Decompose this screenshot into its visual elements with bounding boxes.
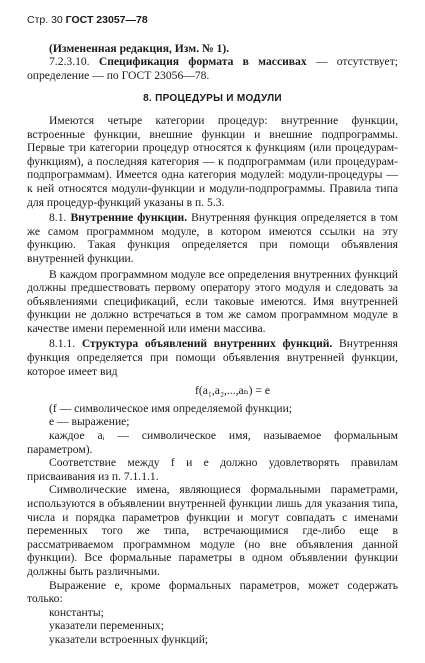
paragraph-order: В каждом программном модуле все определения внутренних функций должны предшествовать первому оператору этого модуля и следовать за объявлениями спецификаций, если таковые имеются. Имя внутренней функции не должно встречаться в том же самом программном модуле в качестве имени переменной или имени массива. [27,267,398,335]
page-label: Стр. 30 [27,14,63,26]
list-item: константы; [49,605,104,619]
definition-line: e — выражение; [49,415,130,429]
clause-number: 8.1.1. [49,337,76,351]
clause-text: Внутренняя функция определяется при помощи объявления внутренней функции, которое имеет вид [27,337,398,378]
allowed-items-list [27,606,398,647]
list-item: указатели встроенных функций; [49,632,209,646]
list-item: указатели переменных; [49,619,164,633]
clause-text: — отсутствует; определение — по ГОСТ 23056—78. [27,55,398,82]
paragraph-correspondence: Соответствие между f и e должно удовлетворять правилам присваивания из п. 7.1.1.1. [27,456,398,483]
section-8-heading: 8. ПРОЦЕДУРЫ И МОДУЛИ [143,93,282,105]
clause-text: Внутренняя функция определяется в том же самом программном модуле, в котором имеются ссылки на эту функцию. Такая функция определяется при помощи объявления внутренней функции. [27,211,398,265]
clause-8-1-1 [27,337,398,378]
clause-title: Спецификация формата в массивах [98,55,307,69]
clause-8-1 [27,211,398,265]
standard-number: ГОСТ 23057—78 [65,14,148,26]
paragraph-intro: Имеются четыре категории процедур: внутренние функции, встроенные функции, внешние функции и внешние подпрограммы. Первые три категории процедур относятся к функциям (или процедурам-функциям), а последняя категория — к подпрограммам (или процедурам-подпрограммам). Имеется одна категория модулей: модули-процедуры — к ней относятся модули-функции и модули-подпрограммы. Правила типа для процедур-функций указаны в п. 5.3. [27,113,398,209]
clause-title: Структура объявлений внутренних функций. [81,337,333,351]
clause-7-2-3-10 [27,55,398,82]
function-formula: f(a₁,a₂,...,aₙ) = e [195,384,270,398]
definition-line: каждое aᵢ — символическое имя, называемое формальным параметром). [27,429,398,456]
clause-number: 7.2.3.10. [49,55,90,69]
definition-line: (f — символическое имя определяемой функции; [49,401,293,415]
clause-number: 8.1. [49,211,67,225]
page-header [27,14,398,28]
paragraph-formal-params: Символические имена, являющиеся формальными параметрами, используются в объявлении внутренней функции лишь для указания типа, числа и порядка параметров функции и могут совпадать с именами переменных того же типа, встречающимися где-либо еще в рассматриваемом программном модуле (но вне объявления данной функции). Все формальные параметры в одном объявлении функции должны быть различными. [27,483,398,578]
clause-title: Внутренние функции. [70,211,188,225]
amendment-note: (Измененная редакция, Изм. № 1). [49,41,230,55]
paragraph-expression: Выражение e, кроме формальных параметров, может содержать только: [27,578,398,606]
